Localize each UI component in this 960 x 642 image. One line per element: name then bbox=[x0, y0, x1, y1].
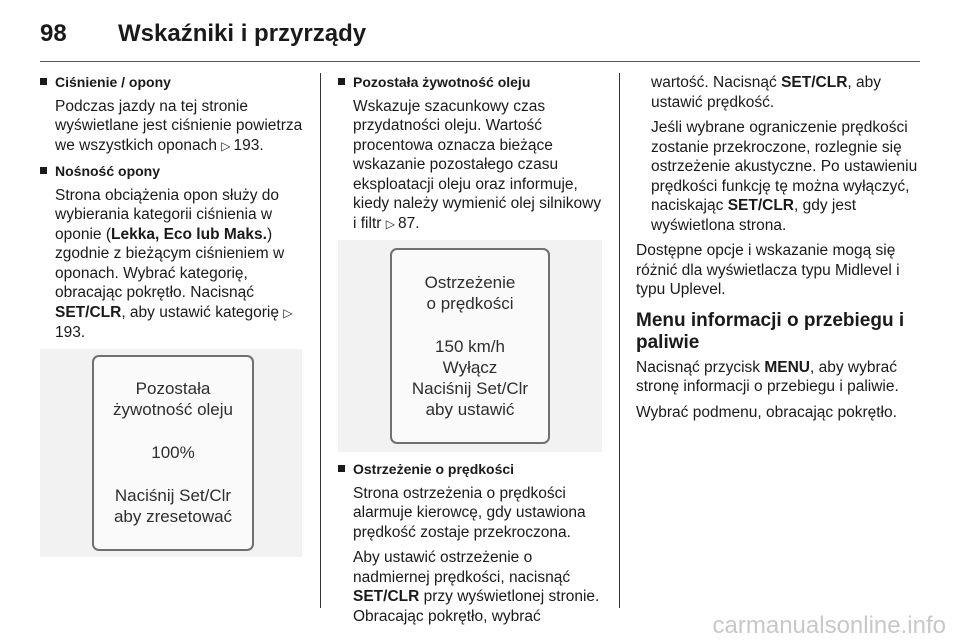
section-heading-oil-life: Pozostała żywotność oleju bbox=[338, 73, 606, 93]
page-reference[interactable]: 87. bbox=[397, 214, 420, 232]
page-header bbox=[40, 14, 920, 54]
bullet-square-icon bbox=[40, 167, 47, 174]
section-heading-speed-warning: Ostrzeżenie o prędkości bbox=[338, 460, 606, 480]
watermark: carmanualsonline.info bbox=[712, 612, 946, 639]
tire-load-text: Strona obciążenia opon służy do wybierania kategorii ciśnienia w oponie (Lekka, Eco lub Maks.) zgodnie z bieżącym ciśnieniem w oponach. Wybrać kategorię, obracając pokrętło. Nacisnąć SET/CLR, aby ustawić kategorię ▷193. bbox=[55, 186, 293, 341]
oil-life-text: Wskazuje szacunkowy czas przydatności oleju. Wartość procentowa oznacza bieżące wskazanie pozostałego czasu eksploatacji oleju oraz informuje, kiedy należy wymienić olej silnikowy i filtr ▷ 87. bbox=[338, 97, 606, 235]
bullet-square-icon bbox=[40, 78, 47, 85]
page-reference-icon: ▷ bbox=[385, 216, 395, 231]
section-heading-tire-pressure: Ciśnienie / opony bbox=[40, 73, 305, 93]
trip-fuel-menu-text-2: Wybrać podmenu, obracając pokrętło. bbox=[636, 403, 897, 421]
speed-warning-display-image bbox=[338, 240, 602, 452]
column-2 bbox=[338, 73, 606, 632]
display-variants-note: Dostępne opcje i wskazanie mogą się różnić dla wyświetlacza typu Midlevel i typu Uplevel. bbox=[636, 242, 900, 298]
page-reference-icon: ▷ bbox=[283, 305, 293, 320]
column-divider-2 bbox=[619, 73, 620, 608]
header-divider bbox=[40, 61, 920, 62]
tire-pressure-text: Podczas jazdy na tej stronie wyświetlane jest ciśnienie powietrza we wszystkich oponach ▷ 193. bbox=[40, 97, 305, 157]
page-reference[interactable]: 193. bbox=[55, 324, 86, 341]
trip-fuel-menu-text-1: Nacisnąć przycisk MENU, aby wybrać stronę informacji o przebiegu i paliwie. bbox=[636, 358, 899, 395]
speed-warning-text-3: wartość. Nacisnąć SET/CLR, aby ustawić prędkość. bbox=[651, 74, 881, 111]
speed-warning-display-screen: Ostrzeżenie o prędkości 150 km/h Wyłącz Naciśnij Set/Clr aby ustawić bbox=[390, 248, 550, 444]
oil-life-display-screen: Pozostała żywotność oleju 100% Naciśnij Set/Clr aby zresetować bbox=[92, 355, 254, 551]
column-divider-1 bbox=[320, 73, 321, 608]
page-number: 98 bbox=[40, 20, 67, 47]
speed-warning-text-2: Aby ustawić ostrzeżenie o nadmiernej prędkości, nacisnąć SET/CLR przy wyświetlonej stronie. Obracając pokrętło, wybrać bbox=[353, 549, 600, 625]
speed-warning-text-1: Strona ostrzeżenia o prędkości alarmuje kierowcę, gdy ustawiona prędkość zostaje przekroczona. bbox=[353, 484, 586, 541]
column-1 bbox=[40, 73, 305, 565]
trip-fuel-menu-heading: Menu informacji o przebiegu i paliwie bbox=[636, 309, 905, 353]
page-reference-icon: ▷ bbox=[221, 138, 231, 153]
section-heading-tire-load: Nośność opony bbox=[40, 162, 305, 182]
bullet-square-icon bbox=[338, 78, 345, 85]
bullet-square-icon bbox=[338, 465, 345, 472]
oil-life-display-image bbox=[40, 349, 302, 557]
page-reference[interactable]: 193. bbox=[233, 136, 264, 154]
column-3 bbox=[636, 73, 918, 428]
page-title: Wskaźniki i przyrządy bbox=[118, 20, 367, 47]
speed-warning-text-4: Jeśli wybrane ograniczenie prędkości zostanie przekroczone, rozlegnie się ostrzeżenie akustyczne. Po ustawieniu prędkości funkcję tę można wyłączyć, naciskając SET/CLR, gdy jest wyświetlona strona. bbox=[651, 119, 918, 234]
